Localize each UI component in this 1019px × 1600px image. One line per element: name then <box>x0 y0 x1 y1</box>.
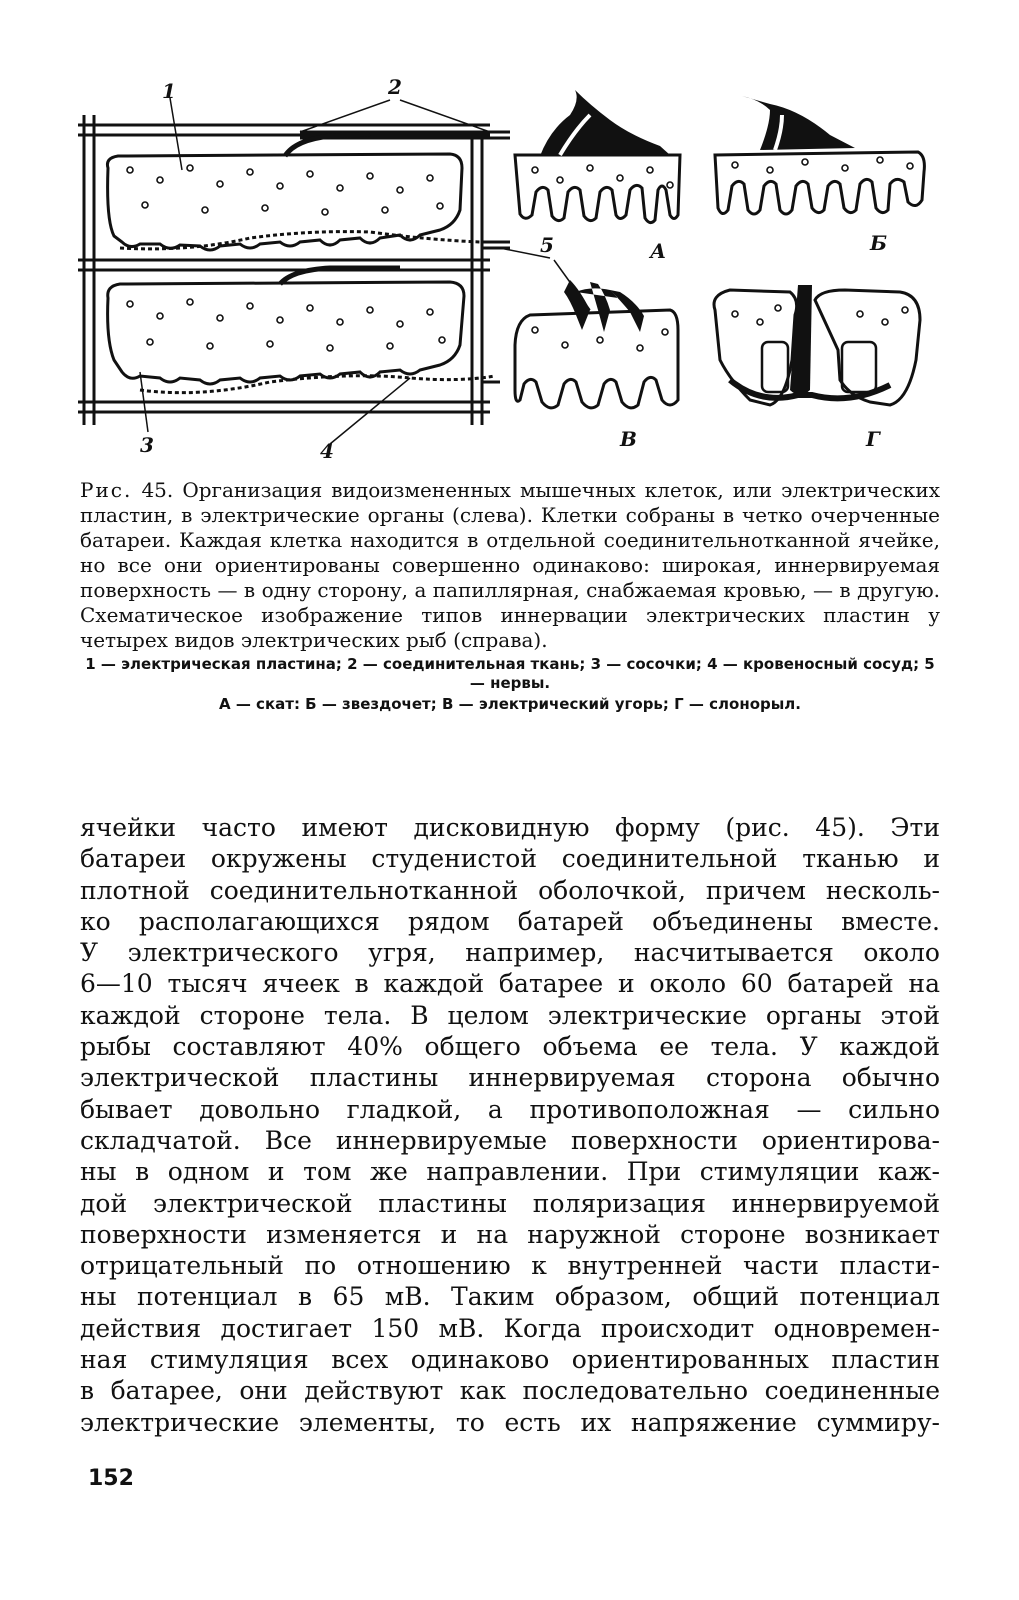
body-line: отрицательный по отношению к внутренней части пласти- <box>80 1251 940 1281</box>
body-line: 6—10 тысяч ячеек в каждой батарее и около 60 батарей на <box>80 969 940 999</box>
body-line: ная стимуляция всех одинаково ориентированных пластин <box>80 1345 940 1375</box>
caption-body: 45. Организация видоизмененных мышечных клеток, или электрических пластин, в электрические органы (слева). Клетки собраны в четко очерченные батареи. Каждая клетка находится в отдельной соединительнотканной ячейке, но все они ориентированы совершенно одинаково: широкая, иннервируемая поверхность — в одну сторону, а папиллярная, снабжаемая кровью, — в другую. Схематическое изображение типов иннервации электрических пластин у четырех видов электрических рыб (справа). <box>80 478 940 652</box>
panel-V-electric-eel <box>515 280 678 408</box>
panel-dots <box>532 157 913 351</box>
label-2: 2 <box>388 75 402 99</box>
body-text <box>80 812 940 1438</box>
cell-nuclei-dots <box>127 165 445 351</box>
body-line: электрической пластины иннервируемая сторона обычно <box>80 1063 940 1093</box>
body-line: каждой стороне тела. В целом электрические органы этой <box>80 1000 940 1030</box>
label-4: 4 <box>320 439 334 463</box>
body-line: в батарее, они действуют как последовательно соединенные <box>80 1376 940 1406</box>
figure-caption <box>80 478 940 714</box>
body-line: ко располагающихся рядом батарей объединены вместе. <box>80 906 940 936</box>
body-line: поверхности изменяется и на наружной стороне возникает <box>80 1219 940 1249</box>
body-line: электрические элементы, то есть их напряжение суммиру- <box>80 1407 940 1437</box>
figure-45 <box>70 60 950 470</box>
body-line: действия достигает 150 мВ. Когда происходит одновремен- <box>80 1313 940 1343</box>
caption-prefix: Рис. <box>80 478 133 502</box>
caption-legend-numbers: 1 — электрическая пластина; 2 — соединительная ткань; 3 — сосочки; 4 — кровеносный сосуд; 5 — нервы. <box>85 655 935 692</box>
body-line: ячейки часто имеют дисковидную форму (рис. 45). Эти <box>80 813 940 842</box>
label-A: А <box>650 239 667 263</box>
caption-legend-species: А — скат: Б — звездочет; В — электрический угорь; Г — слонорыл. <box>219 695 801 713</box>
body-line: плотной соединительнотканной оболочкой, причем несколь- <box>80 875 940 905</box>
page-number: 152 <box>88 1466 134 1491</box>
label-1: 1 <box>162 79 176 103</box>
body-line: бывает довольно гладкой, а противоположная — сильно <box>80 1094 940 1124</box>
body-line: батареи окружены студенистой соединительной тканью и <box>80 844 940 874</box>
electroplate-upper <box>107 134 480 250</box>
label-3: 3 <box>140 433 154 457</box>
panel-G-elephantnose <box>714 285 920 405</box>
body-line: рыбы составляют 40% общего объема ее тела. У каждой <box>80 1032 940 1062</box>
label-V: В <box>620 427 637 451</box>
body-line: У электрического угря, например, насчитывается около <box>80 938 940 968</box>
panel-A-skate <box>515 90 680 223</box>
body-line: дой электрической пластины поляризация иннервируемой <box>80 1188 940 1218</box>
panel-B-stargazer <box>715 96 924 214</box>
body-line: ны потенциал в 65 мВ. Таким образом, общий потенциал <box>80 1282 940 1312</box>
body-line: ны в одном и том же направлении. При стимуляции каж- <box>80 1157 940 1187</box>
label-5: 5 <box>540 233 554 257</box>
electroplate-lower <box>108 268 495 393</box>
caption-text <box>80 478 940 653</box>
label-G: Г <box>866 427 880 451</box>
body-line: складчатой. Все иннервируемые поверхности ориентирова- <box>80 1125 940 1155</box>
label-B: Б <box>870 231 888 255</box>
connective-tissue-lines <box>300 132 510 382</box>
